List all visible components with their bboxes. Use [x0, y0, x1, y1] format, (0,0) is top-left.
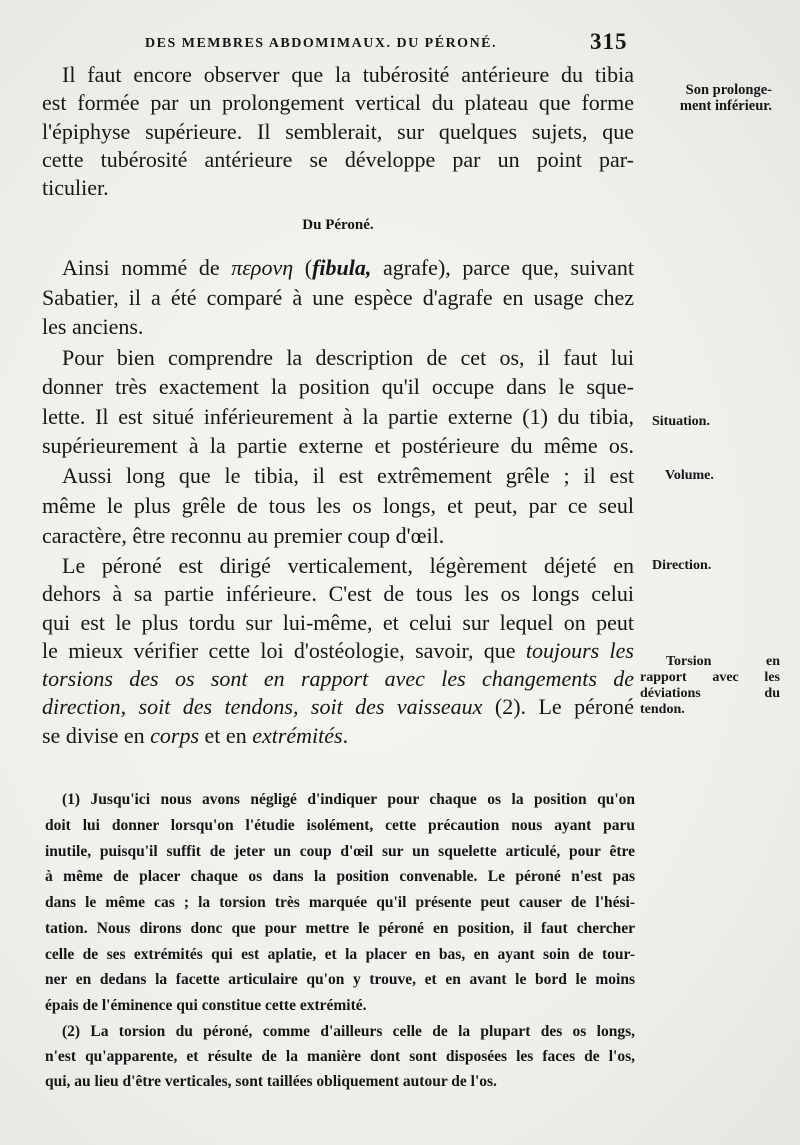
margin-note-prolongement [634, 82, 772, 114]
text-line [42, 722, 634, 750]
footnote-line: qui, au lieu d'être verticales, sont taillées obliquement autour de l'os. [45, 1073, 497, 1090]
italic-run: extrémités [252, 722, 343, 748]
paragraph-etymology [42, 253, 634, 342]
footnote-line: doit lui donner lorsqu'on l'étudie isolément, cette précaution nous ayant paru [45, 816, 635, 834]
page-number: 315 [590, 29, 628, 54]
text-run: le mieux vérifier cette loi d'ostéologie, savoir, que [42, 637, 526, 663]
text-line: même le plus grêle de tous les os longs, et peut, par ce seul [42, 493, 634, 518]
text-run: se divise en [42, 722, 151, 748]
italic-run: toujours les [525, 637, 634, 663]
margin-note-direction: Direction. [652, 558, 712, 573]
footnote-line: tation. Nous dirons donc que pour mettre le péroné en position, il faut chercher [45, 919, 635, 937]
paragraph-position [42, 343, 634, 460]
margin-note-volume: Volume. [665, 468, 714, 483]
margin-note-line: déviations du [640, 686, 780, 701]
italic-run: torsions des os sont en rapport avec les changements de [42, 666, 634, 692]
footnote-1 [45, 787, 635, 1019]
text-line: donner très exactement la position qu'il occupe dans le sque- [42, 374, 634, 400]
text-line: cette tubérosité antérieure se développe par un point par- [42, 146, 634, 172]
footnote-2 [45, 1019, 635, 1094]
text-run: Ainsi nommé de [62, 255, 232, 280]
italic-run: corps [150, 722, 200, 748]
margin-note-torsion [640, 654, 780, 718]
margin-note-line: Son prolonge- [685, 82, 772, 98]
margin-note-line: tendon. [640, 702, 685, 717]
text-line [42, 693, 634, 721]
text-line: ticulier. [42, 175, 109, 201]
section-title: Du Péroné. [302, 217, 374, 233]
footnote-line: inutile, puisqu'il suffit de jeter un coup d'œil sur un squelette articulé, pour être [45, 842, 635, 860]
footnote-line: épais de l'éminence qui constitue cette extrémité. [45, 997, 367, 1014]
running-title: DES MEMBRES ABDOMIMAUX. DU PÉRONÉ. [145, 36, 498, 51]
text-run: . [342, 722, 349, 748]
text-run: ( [293, 255, 313, 280]
margin-note-line: rapport avec les [640, 670, 780, 685]
margin-note-line: ment inférieur. [679, 98, 772, 114]
footnote-line: (2) La torsion du péroné, comme d'ailleurs celle de la plupart des os longs, [62, 1023, 635, 1040]
text-line: supérieurement à la partie externe et postérieure du même os. [42, 432, 634, 458]
text-line: est formée par un prolongement vertical du plateau que forme [42, 90, 634, 116]
text-line: Pour bien comprendre la description de cet os, il faut lui [62, 345, 634, 370]
margin-note-line: Torsion en [666, 654, 780, 669]
text-line [42, 253, 634, 283]
margin-note-situation: Situation. [652, 414, 710, 429]
footnote-line: ner en dedans la facette articulaire qu'on y trouve, et en avant le bord le moins [45, 971, 635, 989]
text-line [42, 665, 634, 693]
greek-word: περονη [231, 255, 294, 280]
latin-word: fibula, [312, 255, 372, 280]
text-line: les anciens. [42, 314, 144, 339]
text-run: (2). Le péroné [482, 694, 634, 720]
paragraph-length [42, 461, 634, 551]
paragraph-tibia-tuberosity [42, 61, 634, 202]
footnote-line: celle de ses extrémités qui est aplatie, et la placer en bas, en ayant soin de tour- [45, 945, 635, 963]
italic-run: direction, soit des tendons, soit des vaisseaux [42, 694, 483, 720]
footnote-line: (1) Jusqu'ici nous avons négligé d'indiquer pour chaque os la position qu'on [62, 791, 635, 808]
text-line: dehors à sa partie inférieure. C'est de tous les os longs celui [42, 581, 634, 607]
text-line: qui est le plus tordu sur lui-même, et celui sur lequel on peut [42, 609, 634, 635]
text-line: l'épiphyse supérieure. Il semblerait, sur quelques sujets, que [42, 118, 634, 144]
text-line: lette. Il est situé inférieurement à la partie externe (1) du tibia, [42, 403, 634, 429]
text-line: Le péroné est dirigé verticalement, légèrement déjeté en [62, 553, 634, 578]
text-line: caractère, être reconnu au premier coup d'œil. [42, 523, 445, 548]
text-line: Il faut encore observer que la tubérosité antérieure du tibia [62, 62, 634, 87]
paragraph-direction [42, 552, 634, 750]
footnote-line: à même de placer chaque os dans la position convenable. Le péroné n'est pas [45, 868, 635, 886]
text-line: Aussi long que le tibia, il est extrêmement grêle ; il est [62, 463, 634, 488]
footnote-line: dans le même cas ; la torsion très marquée qu'il présente peut causer de l'hési- [45, 894, 635, 911]
text-line [42, 637, 634, 665]
text-line: Sabatier, il a été comparé à une espèce d'agrafe en usage chez [42, 284, 634, 310]
footnote-line: n'est qu'apparente, et résulte de la manière dont sont disposées les faces de l'os, [45, 1048, 635, 1065]
text-run: et en [199, 722, 253, 748]
text-run: agrafe), parce que, suivant [371, 255, 635, 280]
